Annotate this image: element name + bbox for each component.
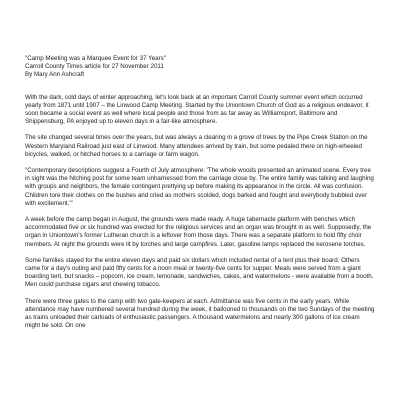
- paragraph-5: Some families stayed for the entire eleven days and paid six dollars which included rental of a tent plus their board. Others came for a day's outing and paid fifty cents for a noon meal or twenty-five cents for supper. Meals were served from a giant boarding tent, but snacks – popcorn, ice cream, lemonade, sandwiches, cakes, and watermelons - were available from a booth. Men could purchase cigars and chewing tobacco.: [25, 256, 374, 289]
- publication-line: Carroll County Times article for 27 November 2011: [25, 63, 164, 71]
- paragraph-2: The site changed several times over the years, but was always a clearing in a grove of trees by the Pipe Creek Station on the Western Maryland Railroad just east of Linwood. Many attendees arrived by train, but some pedaled there on high-wheeled bicycles, walked, or hitched horses to a carriage or farm wagon.: [25, 134, 368, 158]
- article-body: [25, 55, 375, 338]
- paragraph-1: With the dark, cold days of winter approaching, let's look back at an important Carroll County summer event which occurred yearly from 1871 until 1907 – the Linwood Camp Meeting. Started by the Uniontown Church of God as a religious endeavor, it soon became a social event as well where local people and those from as far away as Williamsport, Baltimore and Shippensburg, PA enjoyed up to eleven days in a fair-like atmosphere.: [25, 93, 369, 126]
- paragraph-6: There were three gates to the camp with two gate-keepers at each. Admittance was five cents in the early years. While attendance may have numbered several hundred during the week, it ballooned to thousands on the two Sundays of the meeting as trains unloaded their carloads of enthusiastic passengers. A thousand watermelons and nearly 300 gallons of ice cream might be sold. On one: [25, 297, 375, 330]
- byline: By Mary Ann Ashcraft: [25, 71, 85, 79]
- article-title: "Camp Meeting was a Marquee Event for 37 Years": [25, 55, 166, 62]
- paragraph-3: "Contemporary descriptions suggest a Fourth of July atmosphere: 'The whole woods presented an animated scene. Every tree in sight was the hitching post for some team unharnessed from the carriage close by. The entire family was talking and laughing with groups and neighbors, the female contingent prettying up before making its appearance in the circle. All was confusion. Children tore their clothes on the bushes and cried as mothers scolded, dogs barked and fought and everybody bubbled over with excitement.'": [25, 167, 374, 207]
- article-header: [25, 55, 375, 80]
- paragraph-4: A week before the camp began in August, the grounds were made ready. A huge tabernacle platform with benches which accommodated five or six hundred was erected for the religious services and an organ was brought in as well. Supposedly, the organ in Uniontown's former Lutheran church is a leftover from those days. There was a separate platform to hold fifty choir members. At night the grounds were lit by torches and large campfires. Later, gasoline lamps replaced the kerosene torches.: [25, 216, 372, 248]
